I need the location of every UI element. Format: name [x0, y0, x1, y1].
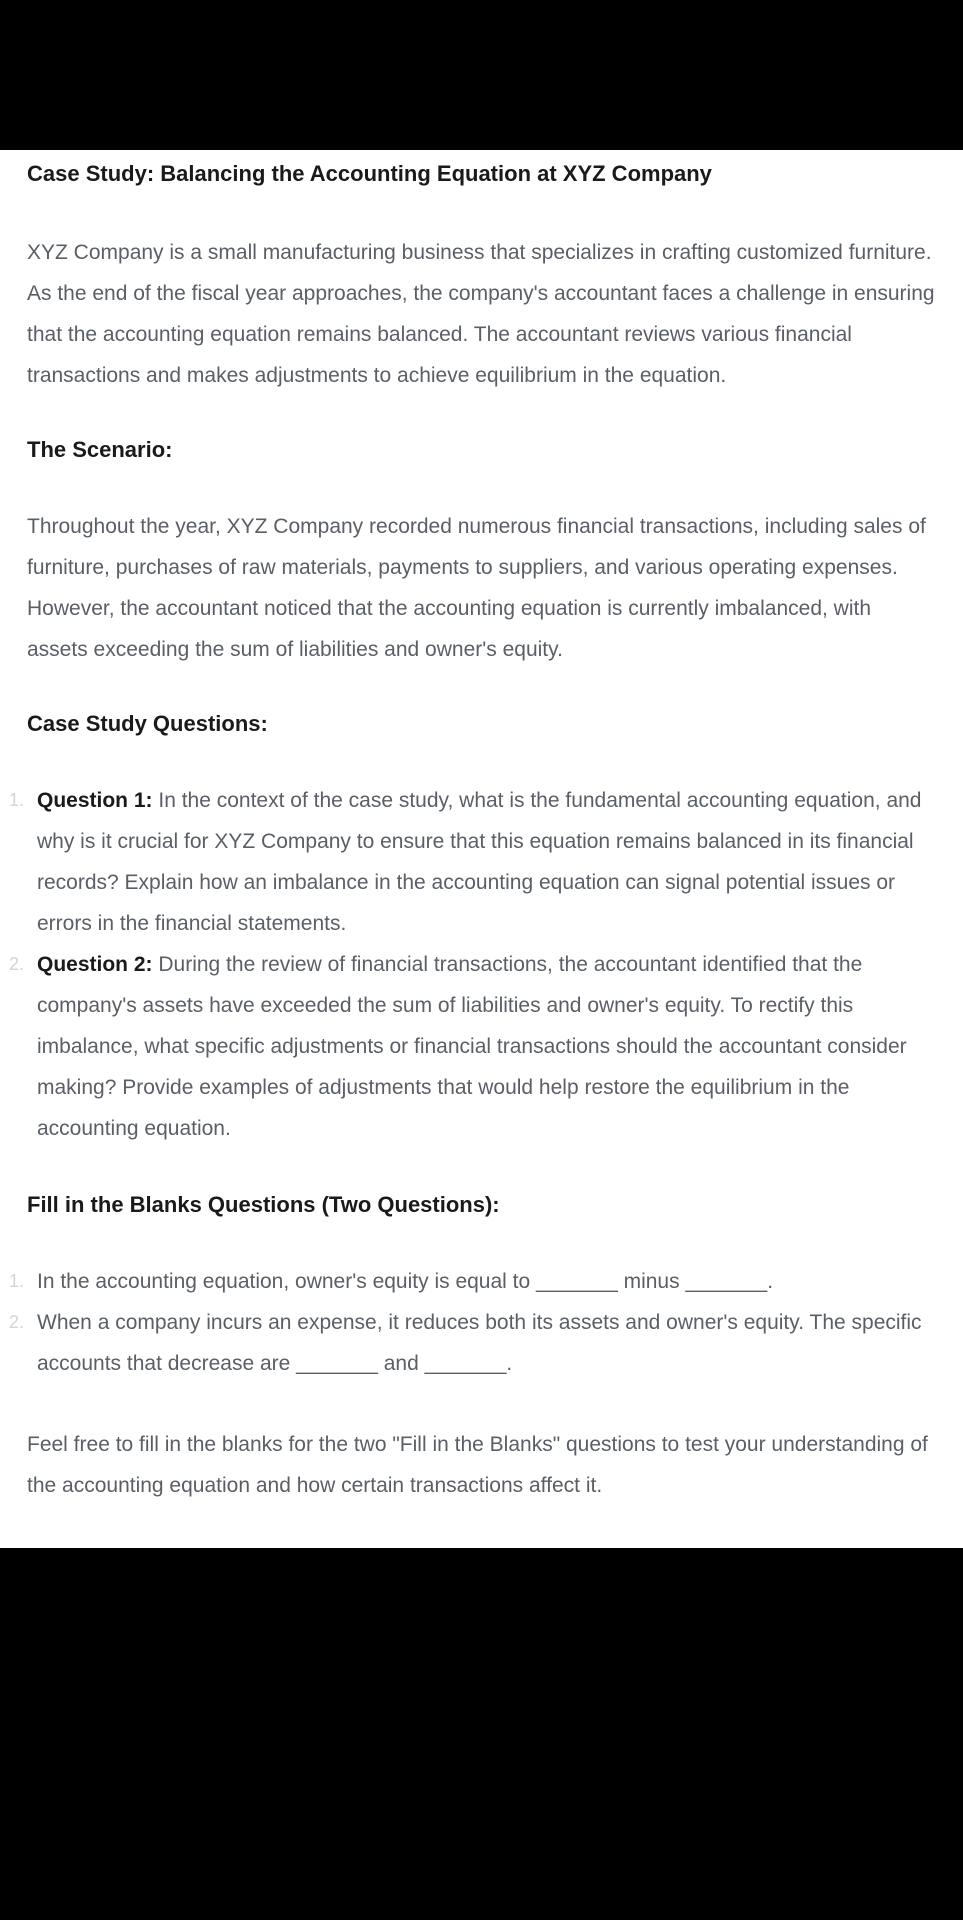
fill-blank-text: In the accounting equation, owner's equity is equal to _______ minus _______. [37, 1270, 774, 1293]
question-text: During the review of financial transactions, the accountant identified that the company's assets have exceeded the sum of liabilities and owner's equity. To rectify this imbalance, what specific adjustments or financial transactions should the accountant consider making? Provide examples of adjustments that would help restore the equilibrium in the accounting equation. [37, 953, 907, 1140]
list-number: 2. [9, 954, 25, 974]
scenario-heading: The Scenario: [27, 437, 173, 462]
bottom-black-bar [0, 1548, 963, 1920]
question-text: In the context of the case study, what is the fundamental accounting equation, and why is it crucial for XYZ Company to ensure that this equation remains balanced in its financial records? Explain how an imbalance in the accounting equation can signal potential issues or errors in the financial statements. [37, 789, 922, 935]
closing-paragraph: Feel free to fill in the blanks for the two "Fill in the Blanks" questions to test your understanding of the accounting equation and how certain transactions affect it. [27, 1433, 928, 1497]
list-number: 2. [9, 1312, 25, 1332]
page-title: Case Study: Balancing the Accounting Equation at XYZ Company [27, 161, 712, 186]
list-item [9, 780, 935, 944]
list-number: 1. [9, 1271, 25, 1291]
scenario-paragraph: Throughout the year, XYZ Company recorded numerous financial transactions, including sales of furniture, purchases of raw materials, payments to suppliers, and various operating expenses. However, the accountant noticed that the accounting equation is currently imbalanced, with assets exceeding the sum of liabilities and owner's equity. [27, 515, 926, 661]
intro-paragraph: XYZ Company is a small manufacturing business that specializes in crafting customized furniture. As the end of the fiscal year approaches, the company's accountant faces a challenge in ensuring that the accounting equation remains balanced. The accountant reviews various financial transactions and makes adjustments to achieve equilibrium in the equation. [27, 241, 935, 387]
fill-blanks-list [9, 1261, 935, 1384]
list-item [9, 944, 935, 1149]
list-item [9, 1302, 935, 1384]
list-number: 1. [9, 790, 25, 810]
question-label: Question 1: [37, 789, 153, 812]
list-item [9, 1261, 935, 1302]
document-content [0, 150, 963, 1548]
question-label: Question 2: [37, 953, 153, 976]
case-questions-heading: Case Study Questions: [27, 711, 268, 736]
top-black-bar [0, 0, 963, 150]
fill-blanks-heading: Fill in the Blanks Questions (Two Questions): [27, 1192, 500, 1217]
case-questions-list [9, 780, 935, 1149]
fill-blank-text: When a company incurs an expense, it reduces both its assets and owner's equity. The specific accounts that decrease are _______ and _______. [37, 1311, 922, 1375]
